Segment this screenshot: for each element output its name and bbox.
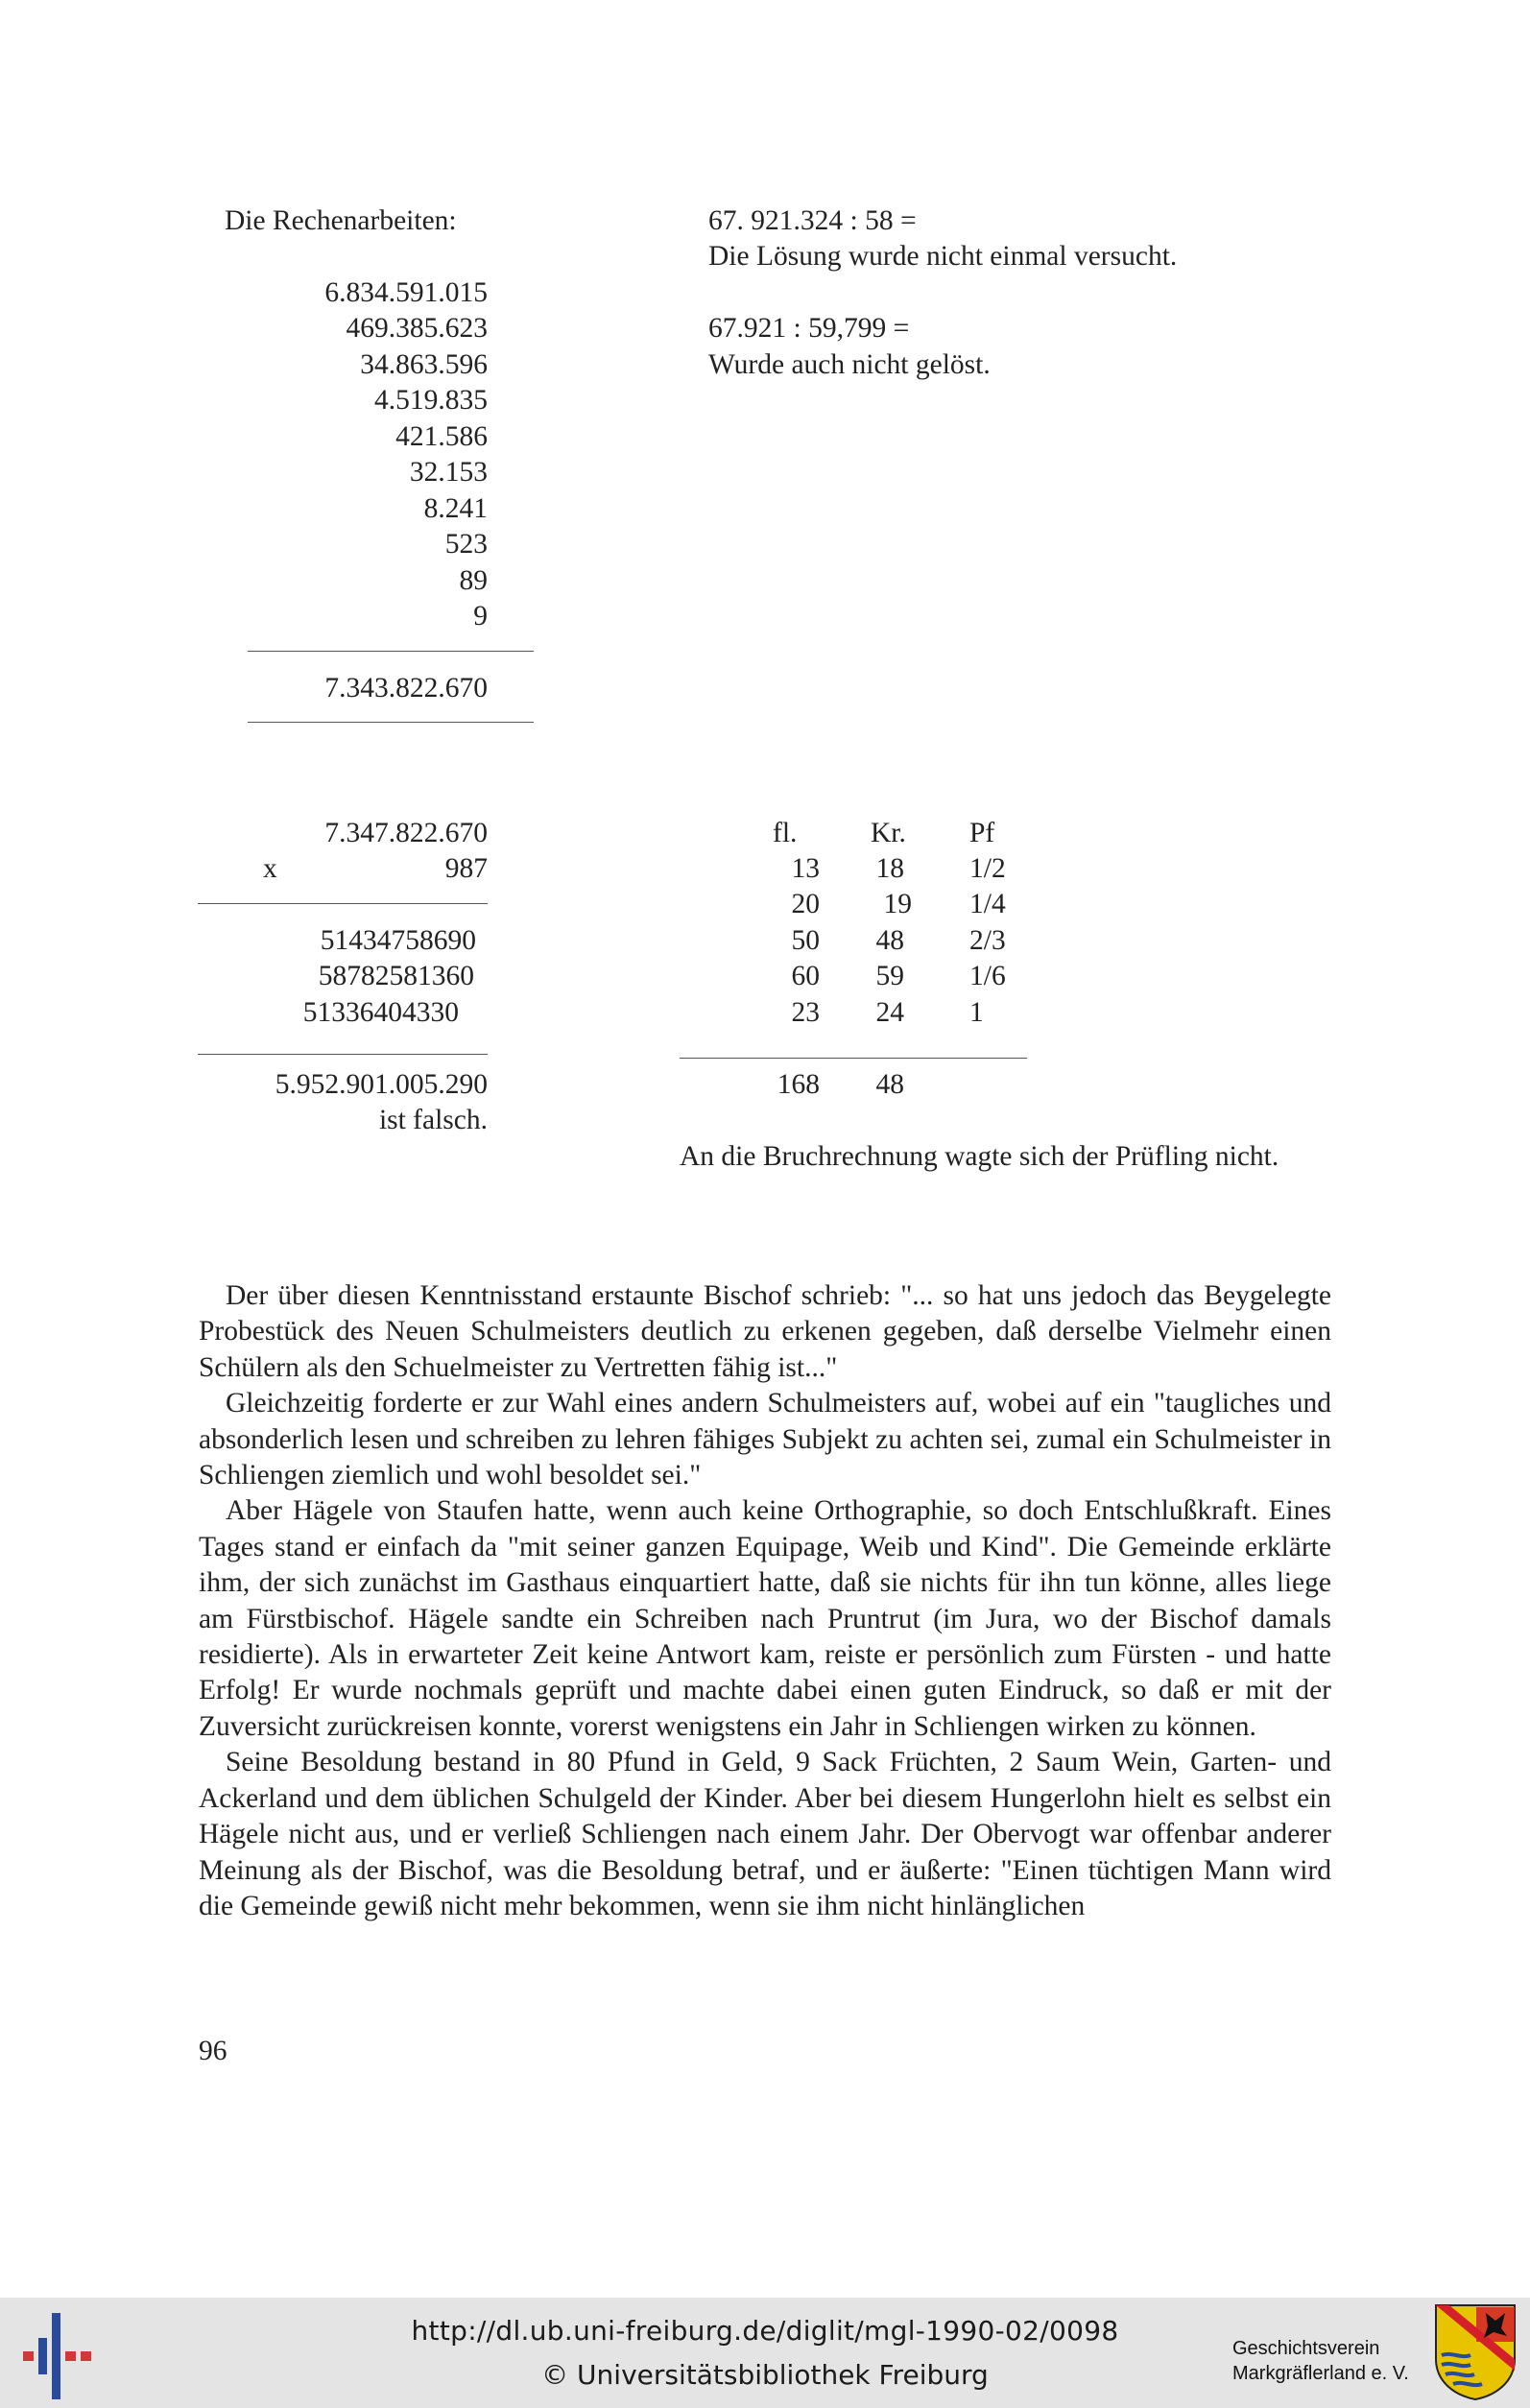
addition-sum: 7.343.822.670 <box>324 673 488 703</box>
currency-header-kr: Kr. <box>871 818 906 848</box>
sum-rule <box>248 651 534 652</box>
kr-value: 19 <box>883 889 912 919</box>
multiplicand: 7.347.822.670 <box>324 818 488 848</box>
addend: 523 <box>444 529 488 560</box>
page-number: 96 <box>199 2036 227 2066</box>
addend: 32.153 <box>409 457 488 488</box>
pf-value: 2/3 <box>969 925 1006 956</box>
multiplier: 987 <box>444 853 488 884</box>
addend: 6.834.591.015 <box>324 277 488 308</box>
division-task-1: 67. 921.324 : 58 = <box>708 205 917 236</box>
pf-value: 1/4 <box>969 889 1006 919</box>
footer-bar <box>0 2298 1530 2408</box>
kr-value: 48 <box>875 925 904 956</box>
fl-value: 23 <box>791 997 820 1028</box>
addend: 469.385.623 <box>346 313 488 344</box>
fl-value: 20 <box>791 889 820 919</box>
coat-of-arms-icon <box>1434 2303 1517 2401</box>
product-verdict: ist falsch. <box>378 1105 488 1135</box>
pf-value: 1/6 <box>969 961 1006 991</box>
currency-rule <box>680 1058 1027 1059</box>
fraction-note: An die Bruchrechnung wagte sich der Prüfling nicht. <box>680 1141 1279 1172</box>
kr-value: 24 <box>875 997 904 1028</box>
sum-rule-bottom <box>248 722 534 723</box>
paragraph: Gleichzeitig forderte er zur Wahl eines andern Schulmeisters auf, wobei auf ein "taugliches und absonderlich lesen und schreiben zu lehren fähiges Subjekt zu achten sei, zumal ein Schulmeister in Schliengen ziemlich und wohl besoldet sei." <box>199 1388 1331 1491</box>
addend: 4.519.835 <box>374 385 488 416</box>
pf-value: 1/2 <box>969 853 1006 884</box>
paragraph: Aber Hägele von Staufen hatte, wenn auch keine Orthographie, so doch Entschlußkraft. Eines Tages stand er einfach da "mit seiner ganzen Equipage, Weib und Kind". Die Gemeinde erklärte ihm, der sich zunächst im Gasthaus einquartiert hatte, daß sie nichts für ihn tun könne, alles liege am Fürstbischof. Hägele sandte ein Schreiben nach Pruntrut (im Jura, wo der Bischof damals residierte). Als in erwarteter Zeit keine Antwort kam, reiste er persönlich zum Fürsten - und hatte Erfolg! Er wurde nochmals geprüft und machte dabei einen guten Eindruck, so daß er mit der Zuversicht zurückreisen konnte, vorerst wenigstens ein Jahr in Schliengen wirken zu können. <box>199 1495 1331 1742</box>
fl-total: 168 <box>777 1069 820 1100</box>
addend: 9 <box>473 601 488 632</box>
addend: 421.586 <box>395 421 488 452</box>
pf-value: 1 <box>969 997 984 1028</box>
fl-value: 13 <box>791 853 820 884</box>
product-rule-bottom <box>198 1054 488 1055</box>
addend: 34.863.596 <box>360 349 488 380</box>
kr-total: 48 <box>875 1069 904 1100</box>
currency-header-pf: Pf <box>969 818 995 848</box>
copyright-notice: © Universitätsbibliothek Freiburg <box>541 2359 989 2391</box>
kr-value: 18 <box>875 853 904 884</box>
document-url[interactable]: http://dl.ub.uni-freiburg.de/diglit/mgl-1990-02/0098 <box>411 2315 1119 2347</box>
division-task-2: 67.921 : 59,799 = <box>708 313 910 344</box>
paragraph: Der über diesen Kenntnisstand erstaunte Bischof schrieb: "... so hat uns jedoch das Beygelegte Probestück des Neuen Schulmeisters deutlich zu erkenen gegeben, daß derselbe Vielmehr einen Schülern als den Schuelmeister zu Vertretten fähig ist..." <box>199 1280 1331 1383</box>
partial-product: 51434758690 <box>320 925 476 956</box>
product-rule <box>198 903 488 904</box>
fl-value: 60 <box>791 961 820 991</box>
division-note-2: Wurde auch nicht gelöst. <box>708 349 991 380</box>
fl-value: 50 <box>791 925 820 956</box>
addend: 89 <box>459 565 488 596</box>
division-note-1: Die Lösung wurde nicht einmal versucht. <box>708 241 1178 272</box>
body-text <box>199 1278 1331 1924</box>
kr-value: 59 <box>875 961 904 991</box>
times-sign: x <box>263 853 277 884</box>
product-result: 5.952.901.005.290 <box>275 1069 488 1100</box>
calculations-heading: Die Rechenarbeiten: <box>225 205 457 236</box>
partial-product: 58782581360 <box>318 961 474 991</box>
partial-product: 51336404330 <box>302 997 459 1028</box>
currency-header-fl: fl. <box>773 818 798 848</box>
paragraph: Seine Besoldung bestand in 80 Pfund in Geld, 9 Sack Früchten, 2 Saum Wein, Garten- und Ackerland und dem üblichen Schulgeld der Kinder. Aber bei diesem Hungerlohn hielt es selbst ein Hägele nicht aus, und er verließ Schliengen nach einem Jahr. Der Obervogt war offenbar anderer Meinung als der Bischof, was die Besoldung betraf, und er äußerte: "Einen tüchtigen Mann wird die Gemeinde gewiß nicht mehr bekommen, wenn sie ihm nicht hinlänglichen <box>199 1747 1331 1921</box>
society-name-line2: Markgräflerland e. V. <box>1232 2363 1409 2384</box>
society-name-line1: Geschichtsverein <box>1232 2338 1380 2359</box>
addend: 8.241 <box>423 493 488 524</box>
